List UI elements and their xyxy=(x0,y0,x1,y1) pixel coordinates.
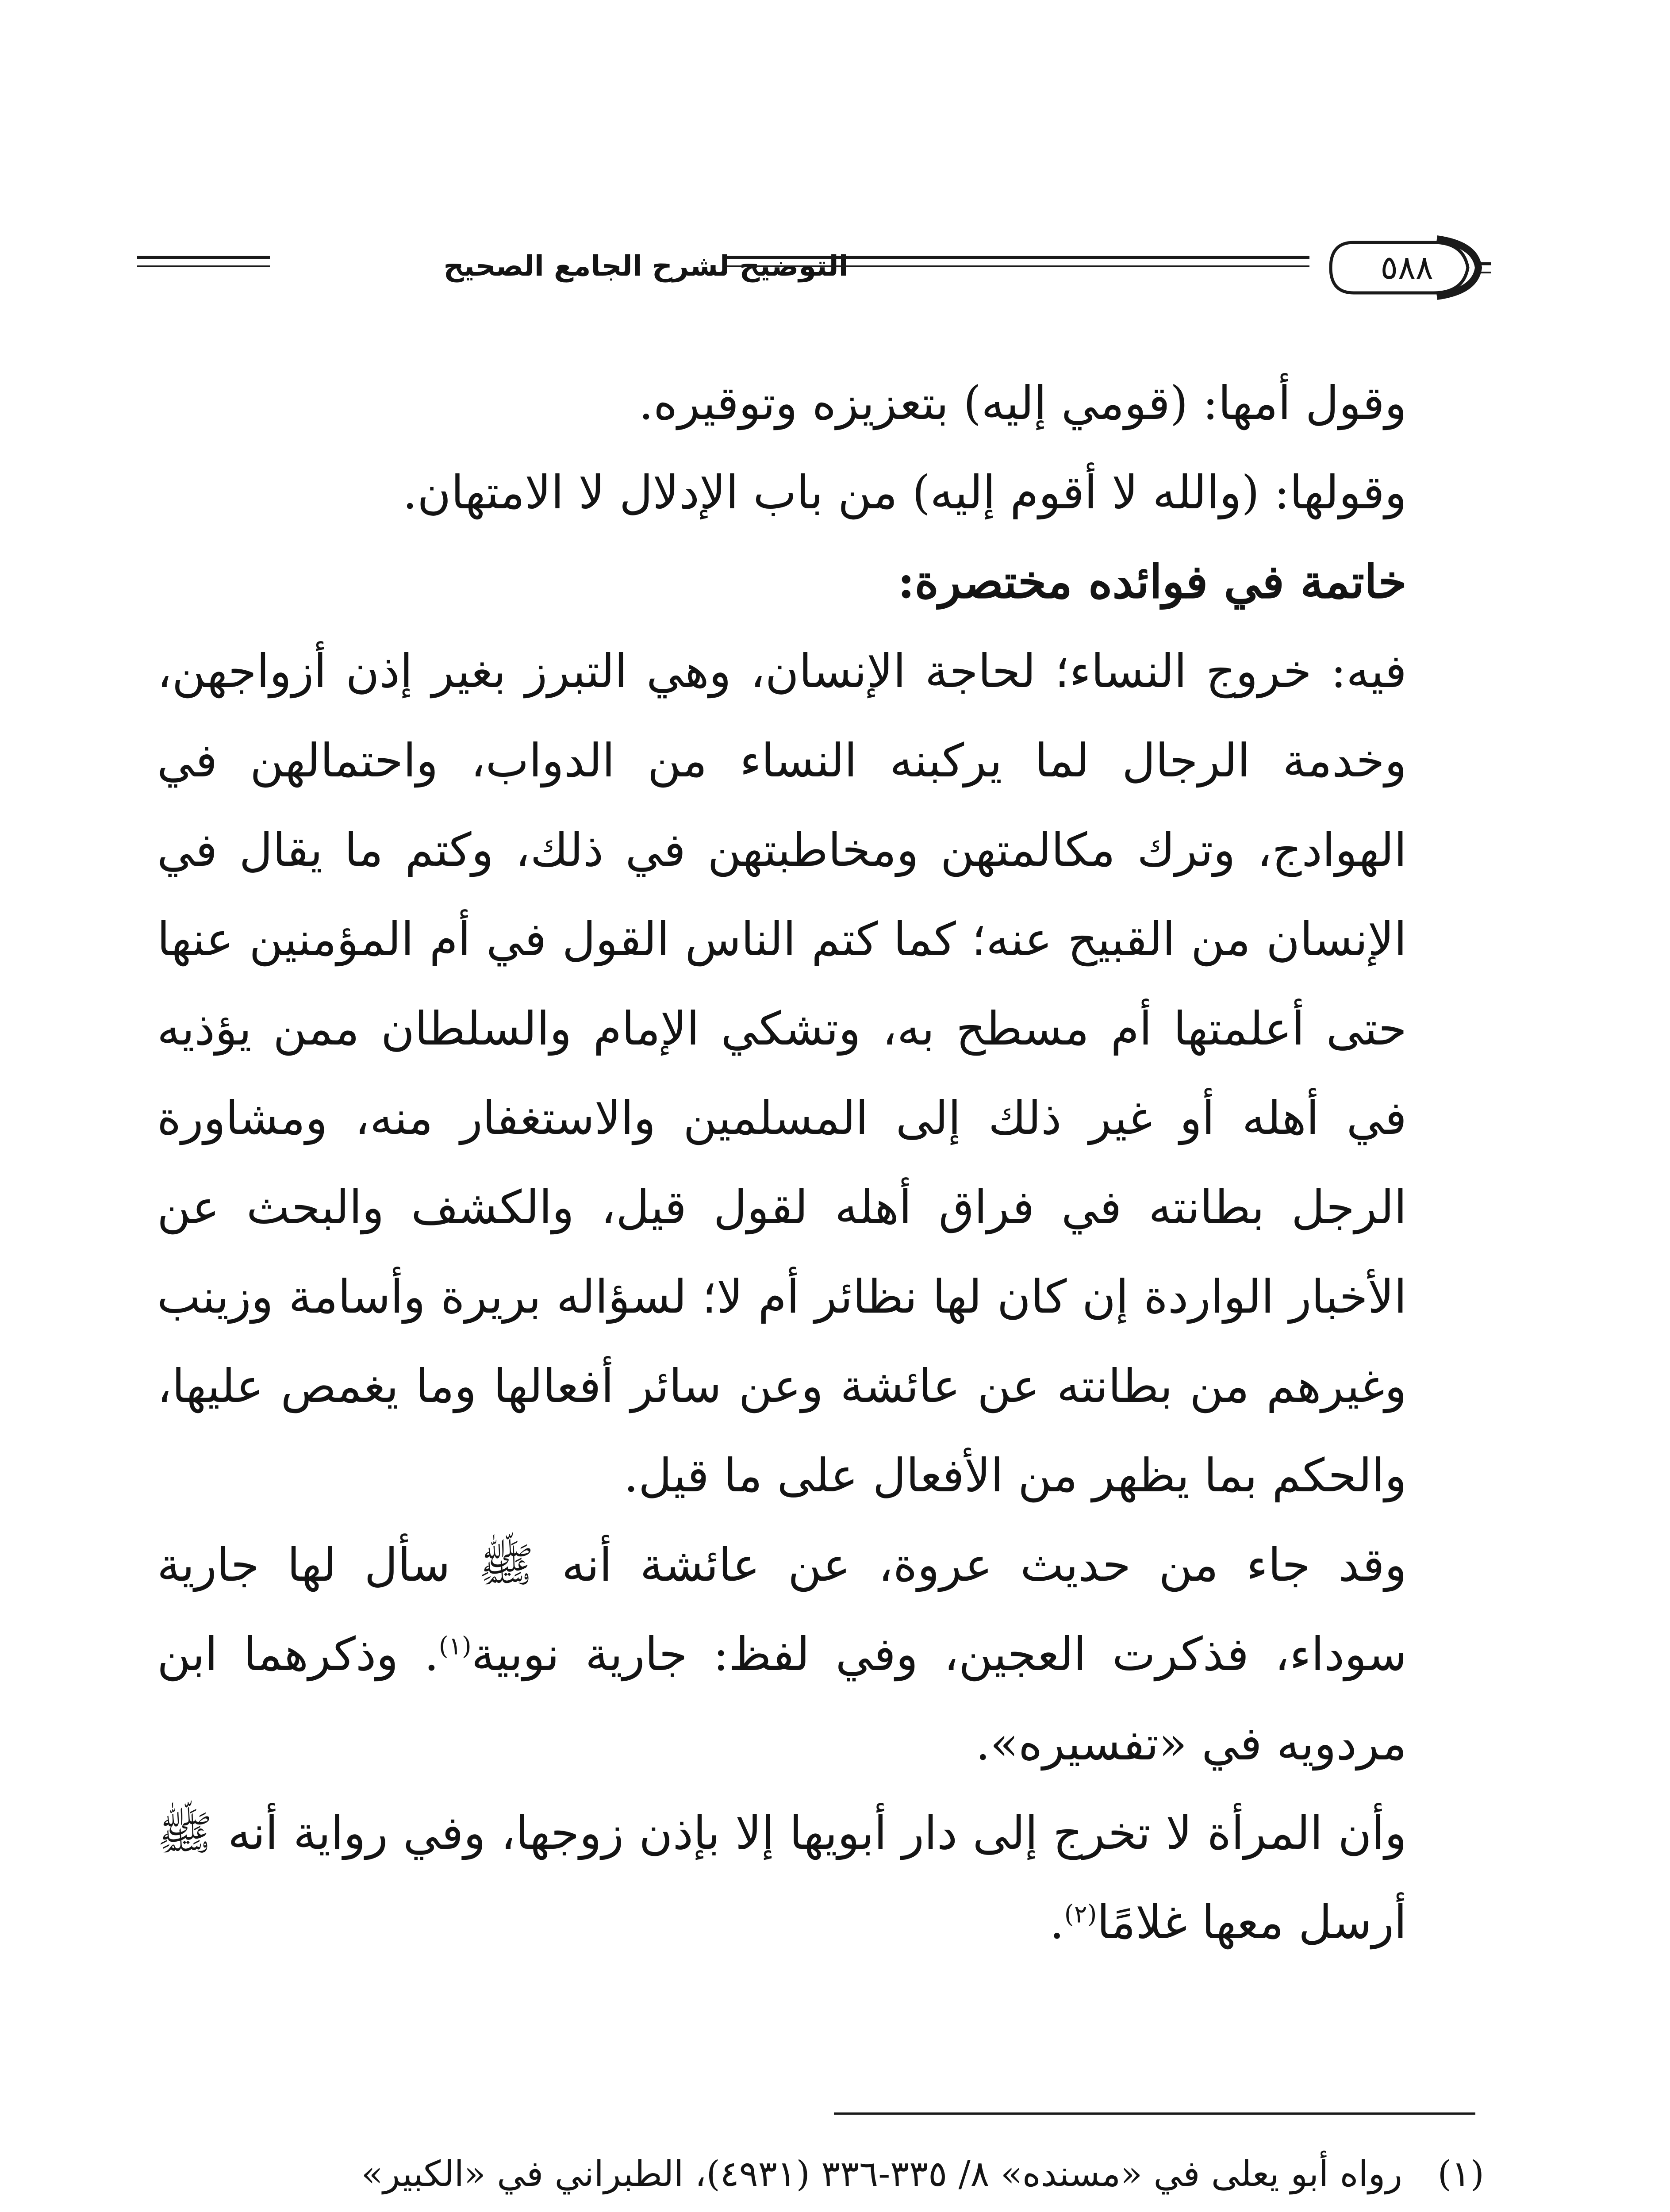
paragraph-5-text-b: . xyxy=(1049,1895,1064,1949)
paragraph-4-text-a: وقد جاء من حديث عروة، عن عائشة أنه ﷺ سأل لها جارية سوداء، فذكرت العجين، وفي لفظ: جارية نوبية xyxy=(157,1538,1407,1681)
paragraph-2: وقولها: (والله لا أقوم إليه) من باب الإدلال لا الامتهان. xyxy=(403,465,1407,519)
paragraph-4 xyxy=(157,1520,1484,1788)
paragraph-3: فيه: خروج النساء؛ لحاجة الإنسان، وهي التبرز بغير إذن أزواجهن، وخدمة الرجال لما يركبنه النساء من الدواب، واحتمالهن في الهوادج، وترك مكالمتهن ومخاطبتهن في ذلك، وكتم ما يقال في الإنسان من القبيح عنه؛ كما كتم الناس القول في أم المؤمنين عنها حتى أعلمتها أم مسطح به، وتشكي الإمام والسلطان ممن يؤذيه في أهله أو غير ذلك إلى المسلمين والاستغفار منه، ومشاورة الرجل بطانته في فراق أهله لقول قيل، والكشف والبحث عن الأخبار الواردة إن كان لها نظائر أم لا؛ لسؤاله بريرة وأسامة وزينب وغيرهم من بطانته عن عائشة وعن سائر أفعالها وما يغمص عليها، والحكم بما يظهر من الأفعال على ما قيل. xyxy=(157,644,1407,1502)
section-heading: خاتمة في فوائده مختصرة: xyxy=(898,554,1407,609)
header-rule-middle xyxy=(726,256,1309,259)
footnote-ref-2: (٢) xyxy=(1064,1900,1097,1929)
paragraph-5 xyxy=(157,1788,1484,1967)
footnote-1-number: (١) xyxy=(1437,2153,1484,2194)
paragraph-1: وقول أمها: (قومي إليه) بتعزيزه وتوقيره. xyxy=(638,376,1407,430)
main-text xyxy=(157,358,1484,1967)
paragraph-4-text-b: . وذكرهما ابن مردويه في «تفسيره». xyxy=(157,1627,1407,1770)
page-number-badge xyxy=(1323,234,1491,301)
paragraph-5-text-a: وأن المرأة لا تخرج إلى دار أبويها إلا بإذن زوجها، وفي رواية أنه ﷺ أرسل معها غلامًا xyxy=(157,1806,1407,1949)
header-rule-left-thin xyxy=(137,265,270,267)
running-title: التوضيح لشرح الجامع الصحيح xyxy=(443,250,848,283)
footnote-ref-1: (١) xyxy=(438,1632,472,1661)
page-number: ٥٨٨ xyxy=(1380,249,1433,287)
page-header xyxy=(137,234,1539,305)
footnote-separator xyxy=(834,2112,1475,2115)
footnote-1 xyxy=(157,2141,1484,2212)
footnote-1-line-2 xyxy=(157,2207,1402,2212)
footnotes xyxy=(157,2141,1484,2212)
footnote-1-line-1: رواه أبو يعلى في «مسنده» ٨/ ٣٣٥-٣٣٦ (٤٩٣١)، الطبراني في «الكبير» xyxy=(361,2153,1402,2194)
header-rule-left xyxy=(137,256,270,259)
header-rule-middle-thin xyxy=(726,265,1309,267)
